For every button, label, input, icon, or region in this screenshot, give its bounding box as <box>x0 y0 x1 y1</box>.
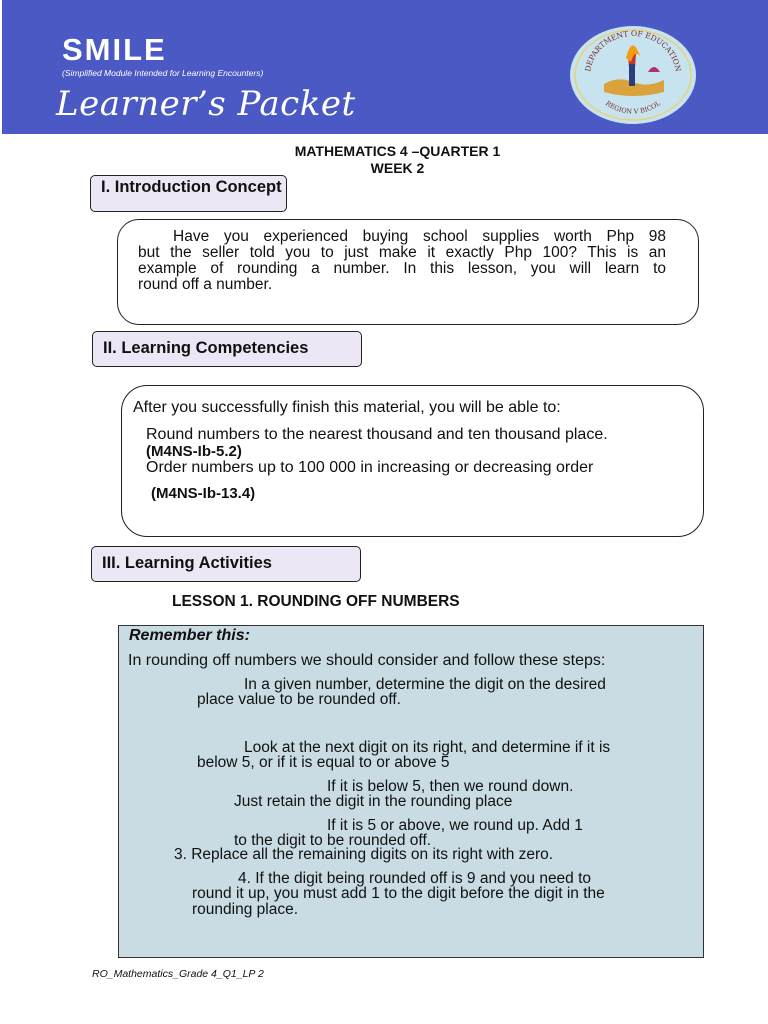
competency-1-code: (M4NS-Ib-5.2) <box>146 443 242 460</box>
deped-seal-logo <box>568 24 698 126</box>
brand-subtitle: (Simplified Module Intended for Learning Encounters) <box>62 68 264 78</box>
competency-2-code: (M4NS-Ib-13.4) <box>151 485 256 502</box>
rule-above-line-1: If it is 5 or above, we round up. Add 1 <box>327 817 583 834</box>
rule-above-line-2: to the digit to be rounded off. <box>234 832 432 849</box>
lesson-title: LESSON 1. ROUNDING OFF NUMBERS <box>172 593 460 610</box>
torch-handle-icon <box>629 64 635 86</box>
competencies-intro: After you successfully finish this material, you will be able to: <box>133 399 561 416</box>
intro-line-3: example of rounding a number. In this lesson, you will learn to <box>138 260 666 277</box>
section-label-introduction: I. Introduction Concept <box>90 175 287 212</box>
step-1-line-1: In a given number, determine the digit on the desired <box>244 676 606 693</box>
seal-bottom-text: REGION V BICOL <box>604 99 662 116</box>
step-3: 3. Replace all the remaining digits on its right with zero. <box>174 846 554 863</box>
remember-intro: In rounding off numbers we should consider and follow these steps: <box>128 652 606 669</box>
intro-line-2: but the seller told you to just make it exactly Php 100? This is an <box>138 244 666 261</box>
seal-top-text: DEPARTMENT OF EDUCATION <box>583 28 683 73</box>
document-subject-title: MATHEMATICS 4 –QUARTER 1 <box>294 143 501 159</box>
brand-title: SMILE <box>62 32 167 67</box>
packet-title: Learner’s Packet <box>56 84 356 124</box>
rule-below-line-1: If it is below 5, then we round down. <box>327 778 574 795</box>
section-label-competencies: II. Learning Competencies <box>92 331 362 367</box>
section-label-activities: III. Learning Activities <box>91 546 361 582</box>
step-1-line-2: place value to be rounded off. <box>197 691 401 708</box>
competency-2-text: Order numbers up to 100 000 in increasing or decreasing order <box>146 459 594 476</box>
introduction-paragraph <box>138 229 666 293</box>
intro-line-1: Have you experienced buying school supplies worth Php 98 <box>173 228 666 245</box>
remember-heading: Remember this: <box>129 627 250 644</box>
step-4-line-3: rounding place. <box>192 901 298 918</box>
intro-line-4: round off a number. <box>138 276 273 293</box>
competency-1-text: Round numbers to the nearest thousand and ten thousand place. <box>146 426 608 443</box>
step-2-line-2: below 5, or if it is equal to or above 5 <box>197 754 450 771</box>
rule-below-line-2: Just retain the digit in the rounding place <box>234 793 513 810</box>
step-4-line-2: round it up, you must add 1 to the digit before the digit in the <box>192 885 605 902</box>
document-week-title: WEEK 2 <box>370 160 425 176</box>
footer-code: RO_Mathematics_Grade 4_Q1_LP 2 <box>92 968 264 980</box>
step-4-line-1: 4. If the digit being rounded off is 9 and you need to <box>238 870 592 887</box>
step-2-line-1: Look at the next digit on its right, and determine if it is <box>244 739 611 756</box>
